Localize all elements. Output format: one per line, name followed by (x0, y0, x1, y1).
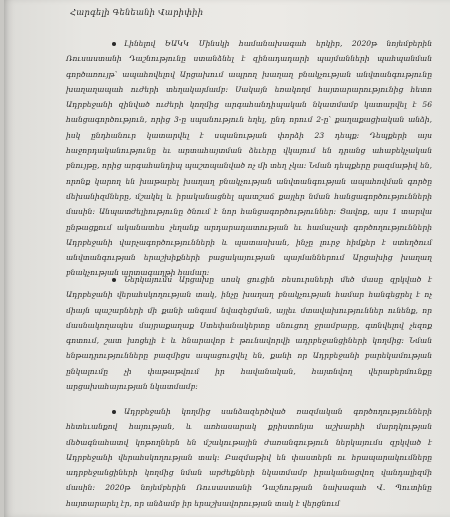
bullet-point (112, 278, 116, 282)
paragraph-text: Ներկայումս Արցախը սոսկ ցուցին ռեսուրսների մեծ մասը զրկված է Ադրբեջանի վերահսկողության տակ, ինչը խաղաղ բնակչության համար հանգեցրել է ոչ միայն պաշարների մի քանի անգամ նվազեցման, այլեւ մտավախություններ ունենք, որ մասնակողապես մայրաքաղաք Ստեփանակերտը սնուցող ջրամբարը, գտնվելով չեզոք գոտում, շատ խոցելի է և հնարավոր է թունավորվի ադրբեջանցիների կողմից: Նման ենթադրությունները բազմիցս ապացուցվել են, քանի որ Ադրբեջանի բարեկամության ընկալումը չի փաթաթվում իր հավանական, հայտնվող վերաբերմունքը արցախահայության նկատմամբ: (66, 275, 432, 392)
paragraph-1 (66, 36, 432, 281)
paragraph-3 (66, 404, 432, 511)
paragraph-text: Լինելով ԵԱԿԿ Մինսկի համանախագահ երկիր, 2020թ նոյեմբերին Ռուսաստանի Դաշնությունը ստանձնել է զինադադարի պայմանների պահպանման գործառույթ՝ ապահովելով Արցախում ապրող խաղաղ բնակչության անվտանգությունը խաղաղապահ ուժերի տեղակայմամբ: Սակայն եռակողմ հայտարարությունից հետո Ադրբեջանի զինված ուժերի կողմից արգահանդիպական նկատմամբ կատարվել է 56 հանցագործություն, որից 3-ը սպանություն եղել, ընդ որում 2-ը՝ քաղաքացիական անձի, իսկ ընդհանուր կատարվել է սպանության փորձի 23 դեպք: Դեպքերի այս հաջորդականությունը եւ արտահայտման ձեւերը վկայում են դրանց ահաբեկչական բնույթը, որից արգահանդիպ պաշտպանված ոչ մի տեղ չկա: Նման դեպքերը բազմաթիվ են, որոնք կարող են խաթարել խաղաղ բնակչության անվտանգության ապահովման գործը մեխանիզմները, մշակել և իրականացնել պատշաճ քայլեր նման հանցագործությունների մասին: Անպատժելիությունը ծնում է նոր հանցագործություններ: Ցավոք, այս 1 տարվա ընթացքում ականատես չեղանք արդարադատության եւ համաչափ գործողությունների Ադրբեջանի վարչագործությունների և պատասխան, ինչը լուրջ հիմքեր է ստեղծում անվտանգության երաշխիքների բացակայության պայմաններում Արցախից խաղաղ բնակչության արտագաղթի համար: (66, 39, 432, 278)
bullet-point (112, 42, 116, 46)
salutation: Հարգելի Գենեանի Վարիփիի (70, 7, 204, 17)
bullet-point (112, 410, 116, 414)
paragraph-text: Ադրբեջանի կողմից սանձազերծված ռազմական գործողությունների հետեւանքով հայության, և առհասարակ քրիստոնյա աշխարհի մարդկության մեծագնահատվ կոթողներն են մշակութային ժառանգություն ներկայումս զրկված է Ադրբեջանի վերահսկողության տակ: Բազմաթիվ են փաստերն ու հրապարակումները ադրբեջանցիների կողմից նման արժեքների նկատմամբ իրականացվող վանդալիզմի մասին: 2020թ նոյեմբերին Ռուսաստանի Դաշնության նախագահ Վ. Պուտինը հայտարարել էր, որ անձամբ իր երաշխավորության տակ է վերցնում (66, 407, 432, 508)
paragraph-2 (66, 272, 432, 394)
letter-page (4, 0, 450, 517)
